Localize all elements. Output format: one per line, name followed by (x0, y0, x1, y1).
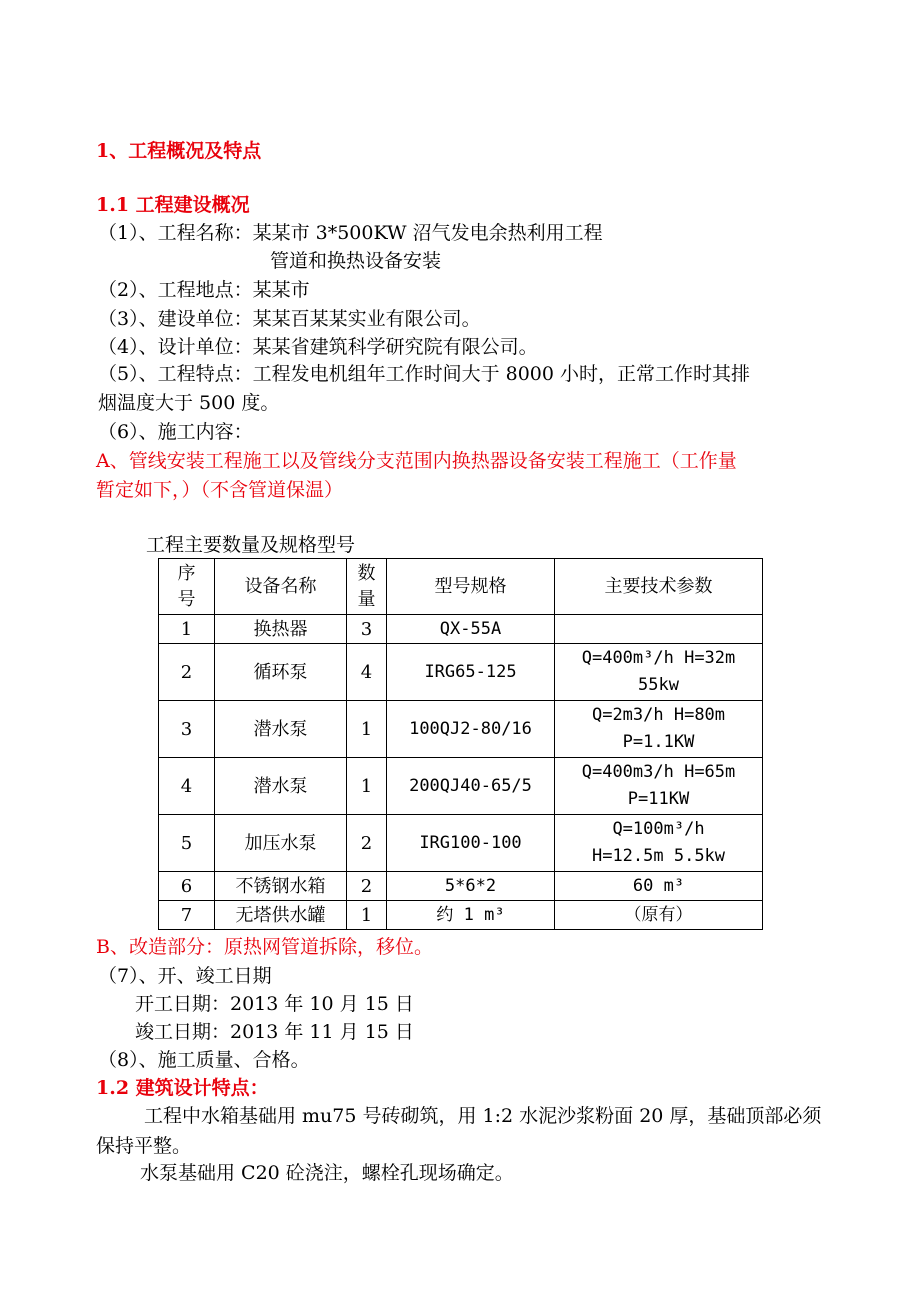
project-feature-line-2: 烟温度大于 500 度。 (98, 392, 280, 414)
construction-unit: （3）、建设单位：某某百某某实业有限公司。 (98, 308, 481, 330)
design-paragraph-1: 工程中水箱基础用 mu75 号砖砌筑，用 1:2 水泥沙浆粉面 20 厚，基础顶部必须保持平整。 (96, 1105, 822, 1157)
construction-quality: （8）、施工质量、合格。 (98, 1049, 310, 1071)
project-name-line-2: 管道和换热设备安装 (270, 250, 442, 272)
project-name-line-1: （1）、工程名称：某某市 3*500KW 沼气发电余热利用工程 (98, 222, 603, 244)
schedule-heading: （7）、开、竣工日期 (98, 965, 272, 987)
header-name: 设备名称 (215, 559, 347, 615)
part-a-line-2: 暂定如下，）（不含管道保温） (96, 479, 344, 501)
project-feature-line-1: （5）、工程特点：工程发电机组年工作时间大于 8000 小时，正常工作时其排 (98, 363, 751, 385)
design-paragraph-2: 水泵基础用 C20 砼浇注，螺栓孔现场确定。 (140, 1162, 514, 1184)
section-heading-1-1: 1.1 工程建设概况 (96, 194, 250, 216)
design-unit: （4）、设计单位：某某省建筑科学研究院有限公司。 (98, 336, 538, 358)
part-b: B、改造部分：原热网管道拆除，移位。 (96, 936, 433, 958)
construction-content: （6）、施工内容： (98, 421, 253, 443)
start-date: 开工日期：2013 年 10 月 15 日 (135, 993, 414, 1015)
header-params: 主要技术参数 (555, 559, 763, 615)
part-a-line-1: A、管线安装工程施工以及管线分支范围内换热器设备安装工程施工（工作量 (96, 450, 737, 472)
table-header-row (159, 559, 763, 615)
table-row: 1 换热器 3 QX-55A (159, 615, 763, 644)
table-caption: 工程主要数量及规格型号 (146, 534, 356, 556)
header-model: 型号规格 (387, 559, 555, 615)
section-heading-1-2: 1.2 建筑设计特点： (96, 1077, 269, 1099)
table-row: 6 不锈钢水箱 2 5*6*2 60 m³ (159, 872, 763, 901)
equipment-table (158, 558, 763, 930)
table-row: 3 潜水泵 1 100QJ2-80/16 Q=2m3/h H=80m P=1.1KW (159, 701, 763, 758)
header-no: 序号 (159, 559, 215, 615)
project-location: （2）、工程地点：某某市 (98, 279, 310, 301)
table-row: 7 无塔供水罐 1 约 1 m³ （原有） (159, 901, 763, 930)
section-heading-1: 1、工程概况及特点 (96, 140, 262, 162)
header-qty: 数量 (347, 559, 387, 615)
table-row: 2 循环泵 4 IRG65-125 Q=400m³/h H=32m 55kw (159, 644, 763, 701)
table-row: 4 潜水泵 1 200QJ40-65/5 Q=400m3/h H=65m P=11KW (159, 758, 763, 815)
table-row: 5 加压水泵 2 IRG100-100 Q=100m³/h H=12.5m 5.5kw (159, 815, 763, 872)
end-date: 竣工日期：2013 年 11 月 15 日 (135, 1021, 414, 1043)
